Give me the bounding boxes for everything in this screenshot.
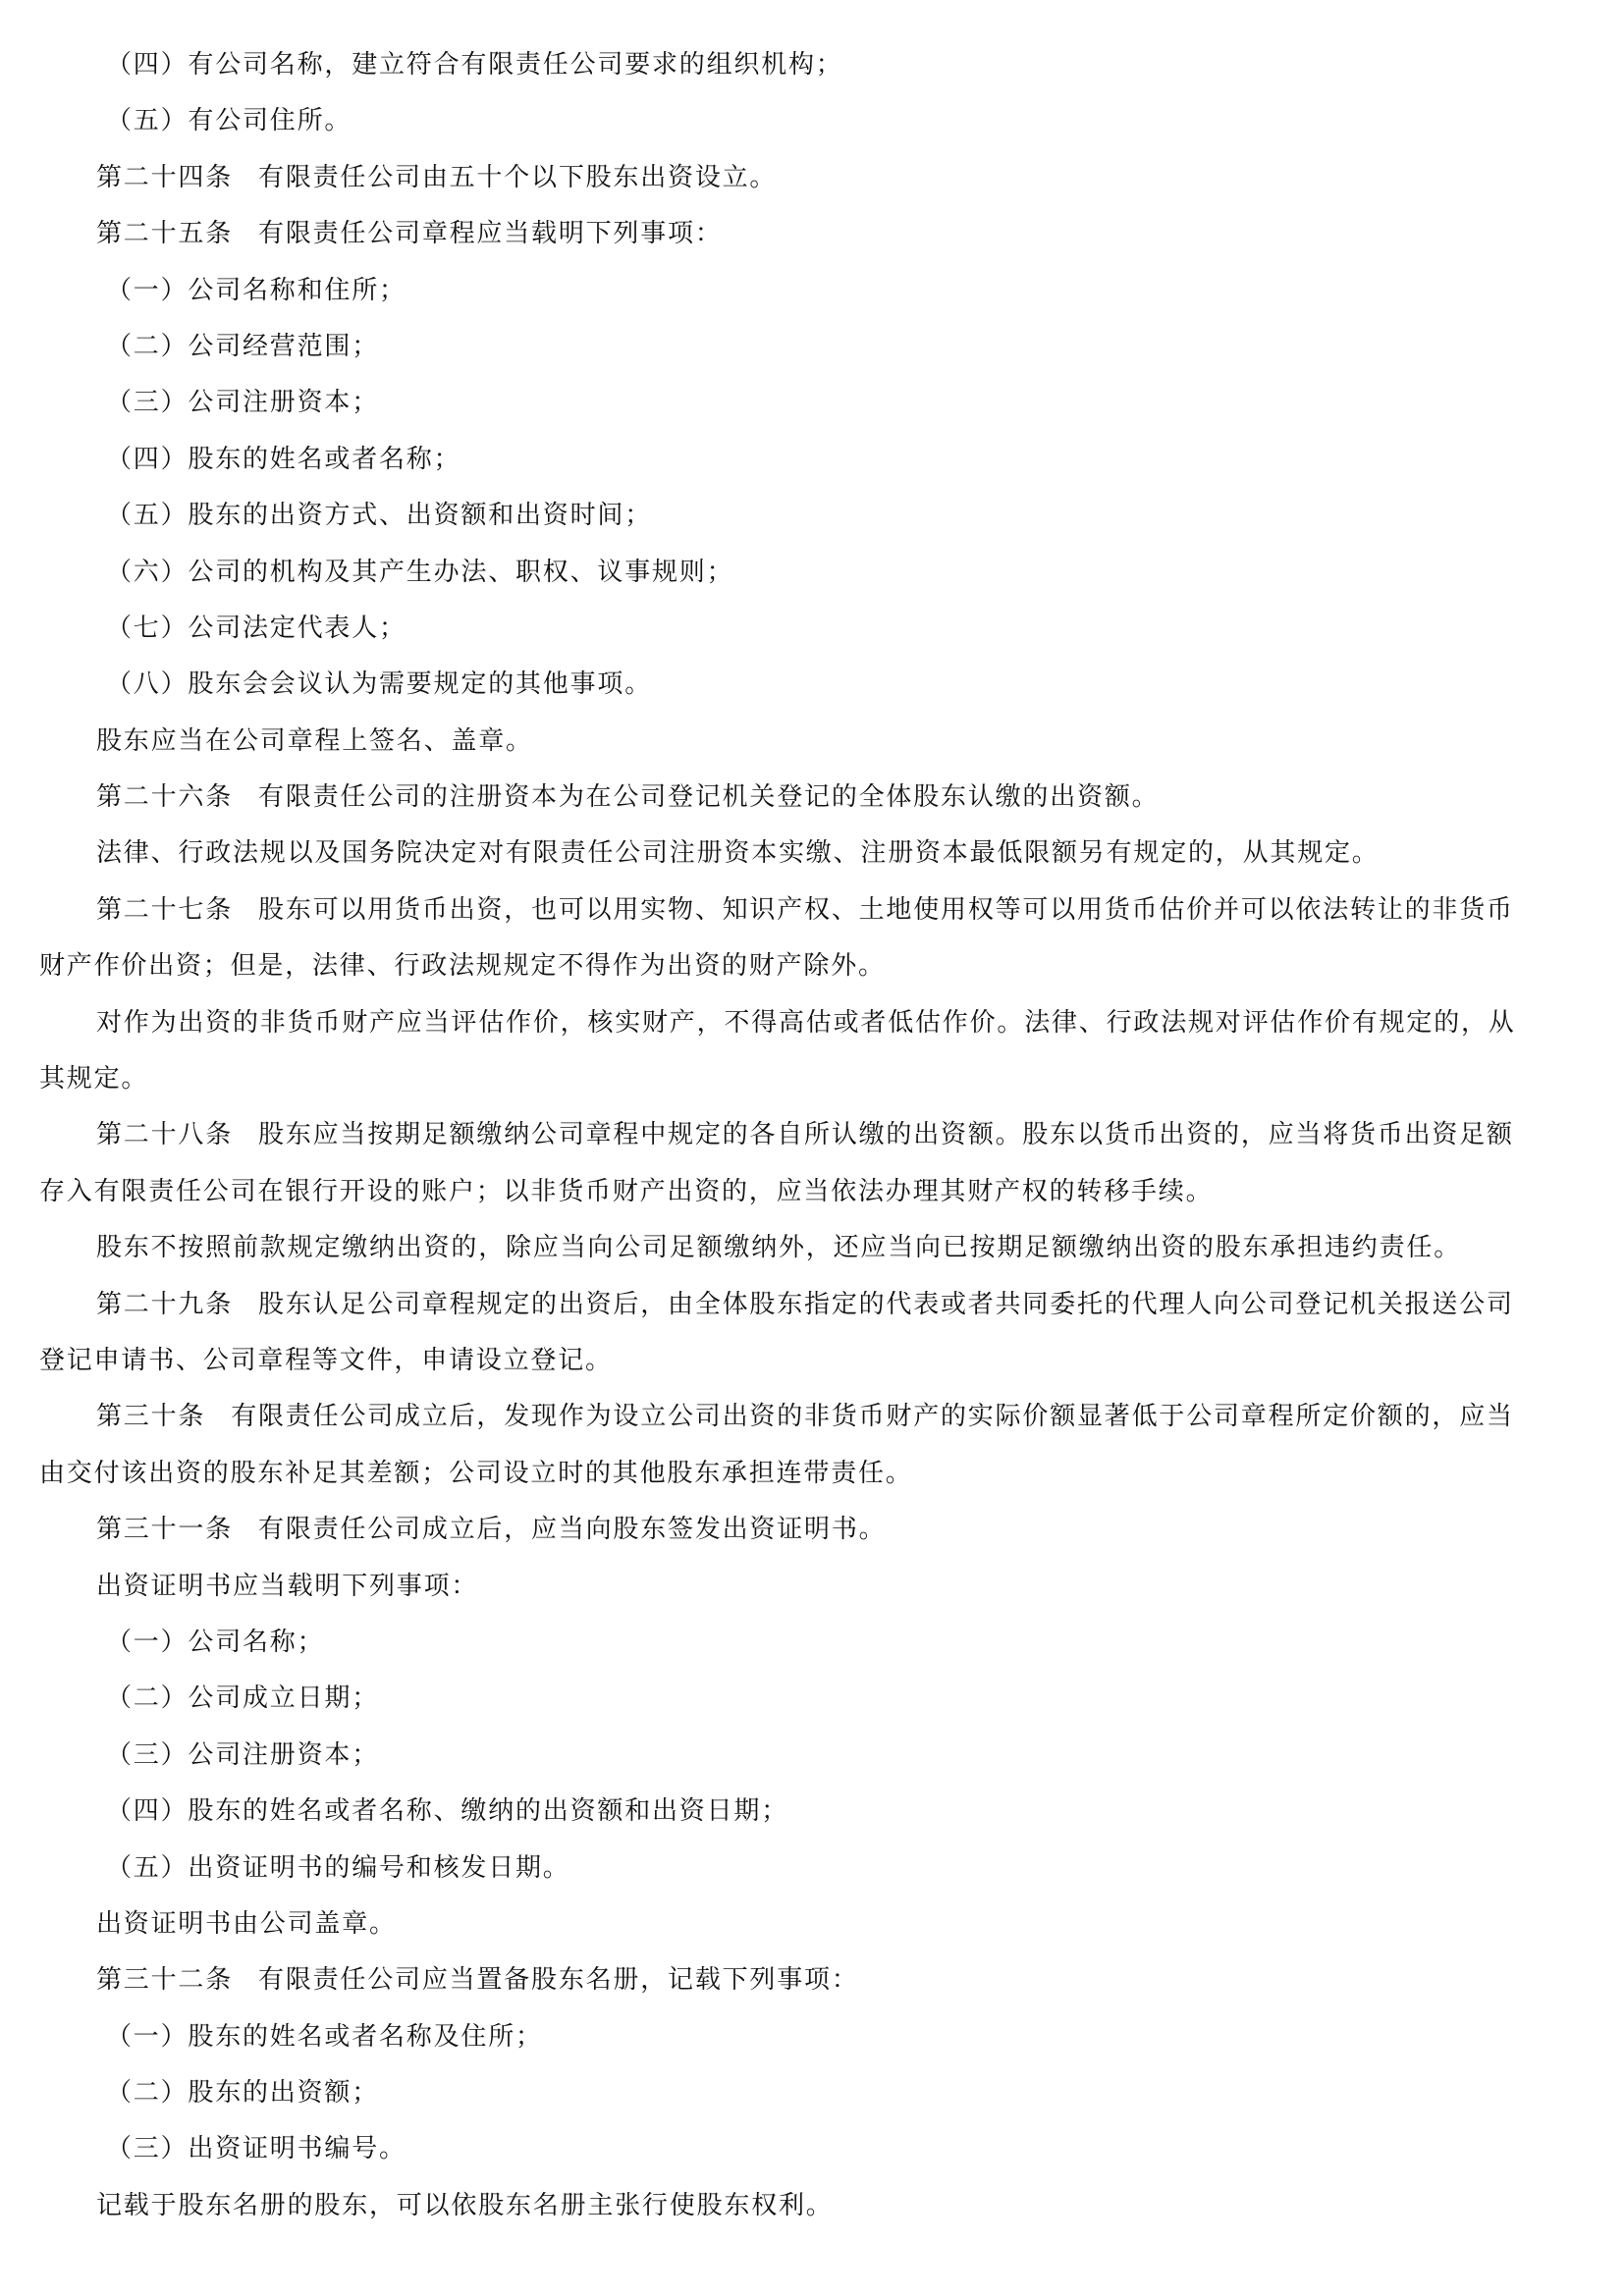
article-text: 有限责任公司章程应当载明下列事项： [258, 219, 723, 249]
article-heading: 第二十八条 [96, 1120, 234, 1150]
article-text: 有限责任公司应当置备股东名册，记载下列事项： [258, 1965, 859, 1996]
paragraph-continuation: 登记申请书、公司章程等文件，申请设立登记。 [39, 1345, 613, 1375]
article-text: 有限责任公司由五十个以下股东出资设立。 [258, 162, 778, 192]
article-text: 股东认足公司章程规定的出资后，由全体股东指定的代表或者共同委托的代理人向公司登记机关报送公司 [258, 1289, 1514, 1319]
article-paragraph [39, 1107, 1595, 1163]
paragraph: 记载于股东名册的股东，可以依股东名册主张行使股东权利。 [96, 2190, 834, 2220]
list-item: （三）公司注册资本； [106, 1739, 380, 1770]
list-item: （六）公司的机构及其产生办法、职权、议事规则； [106, 557, 734, 587]
list-item: （五）出资证明书的编号和核发日期。 [106, 1852, 570, 1883]
list-item: （一）股东的姓名或者名称及住所； [106, 2021, 543, 2052]
list-item: （七）公司法定代表人； [106, 613, 406, 643]
paragraph-continuation: 由交付该出资的股东补足其差额；公司设立时的其他股东承担连带责任。 [39, 1458, 913, 1488]
article-paragraph [39, 1389, 1595, 1445]
article-heading: 第二十七条 [96, 894, 234, 925]
list-item: （二）公司经营范围； [106, 331, 380, 361]
list-item: （四）股东的姓名或者名称、缴纳的出资额和出资日期； [106, 1796, 789, 1827]
article-heading: 第三十一条 [96, 1515, 234, 1545]
paragraph-continuation: 其规定。 [39, 1064, 149, 1095]
article-heading: 第二十五条 [96, 219, 234, 249]
article-text: 股东可以用货币出资，也可以用实物、知识产权、土地使用权等可以用货币估价并可以依法转让的非货币 [258, 894, 1514, 925]
paragraph: 股东不按照前款规定缴纳出资的，除应当向公司足额缴纳外，还应当向已按期足额缴纳出资的股东承担违约责任。 [96, 1233, 1462, 1263]
paragraph: 法律、行政法规以及国务院决定对有限责任公司注册资本实缴、注册资本最低限额另有规定的，从其规定。 [96, 838, 1380, 869]
list-item: （三）出资证明书编号。 [106, 2134, 406, 2164]
article-heading: 第三十二条 [96, 1965, 234, 1996]
article-text: 有限责任公司的注册资本为在公司登记机关登记的全体股东认缴的出资额。 [258, 782, 1160, 813]
article-paragraph [39, 1502, 1595, 1558]
list-item: （二）公司成立日期； [106, 1683, 380, 1714]
article-text: 股东应当按期足额缴纳公司章程中规定的各自所认缴的出资额。股东以货币出资的，应当将货币出资足额 [258, 1120, 1514, 1150]
list-item: （二）股东的出资额； [106, 2078, 380, 2109]
paragraph: 股东应当在公司章程上签名、盖章。 [96, 725, 533, 756]
list-item: （三）公司注册资本； [106, 388, 380, 418]
article-paragraph [39, 1277, 1595, 1333]
article-text: 有限责任公司成立后，发现作为设立公司出资的非货币财产的实际价额显著低于公司章程所定价额的，应当 [231, 1402, 1514, 1432]
article-heading: 第二十四条 [96, 162, 234, 192]
list-item: （四）股东的姓名或者名称； [106, 444, 461, 474]
article-heading: 第二十九条 [96, 1289, 234, 1319]
article-paragraph [39, 150, 1595, 206]
list-item: （四）有公司名称，建立符合有限责任公司要求的组织机构； [106, 50, 843, 80]
list-item: （五）有公司住所。 [106, 106, 352, 136]
paragraph: 出资证明书由公司盖章。 [96, 1908, 397, 1939]
article-heading: 第二十六条 [96, 782, 234, 813]
article-paragraph [39, 206, 1595, 262]
article-text: 有限责任公司成立后，应当向股东签发出资证明书。 [258, 1515, 887, 1545]
list-item: （一）公司名称； [106, 1627, 325, 1657]
paragraph: 对作为出资的非货币财产应当评估作价，核实财产，不得高估或者低估作价。法律、行政法规对评估作价有规定的，从 [96, 1007, 1516, 1038]
paragraph-continuation: 财产作价出资；但是，法律、行政法规规定不得作为出资的财产除外。 [39, 951, 886, 982]
article-heading: 第三十条 [96, 1402, 206, 1432]
article-paragraph [39, 770, 1595, 826]
paragraph: 出资证明书应当载明下列事项： [96, 1571, 479, 1601]
article-paragraph [39, 882, 1595, 938]
list-item: （一）公司名称和住所； [106, 275, 406, 305]
list-item: （五）股东的出资方式、出资额和出资时间； [106, 501, 653, 531]
list-item: （八）股东会会议认为需要规定的其他事项。 [106, 669, 653, 700]
article-paragraph [39, 1952, 1595, 2008]
paragraph-continuation: 存入有限责任公司在银行开设的账户；以非货币财产出资的，应当依法办理其财产权的转移手续。 [39, 1176, 1214, 1206]
